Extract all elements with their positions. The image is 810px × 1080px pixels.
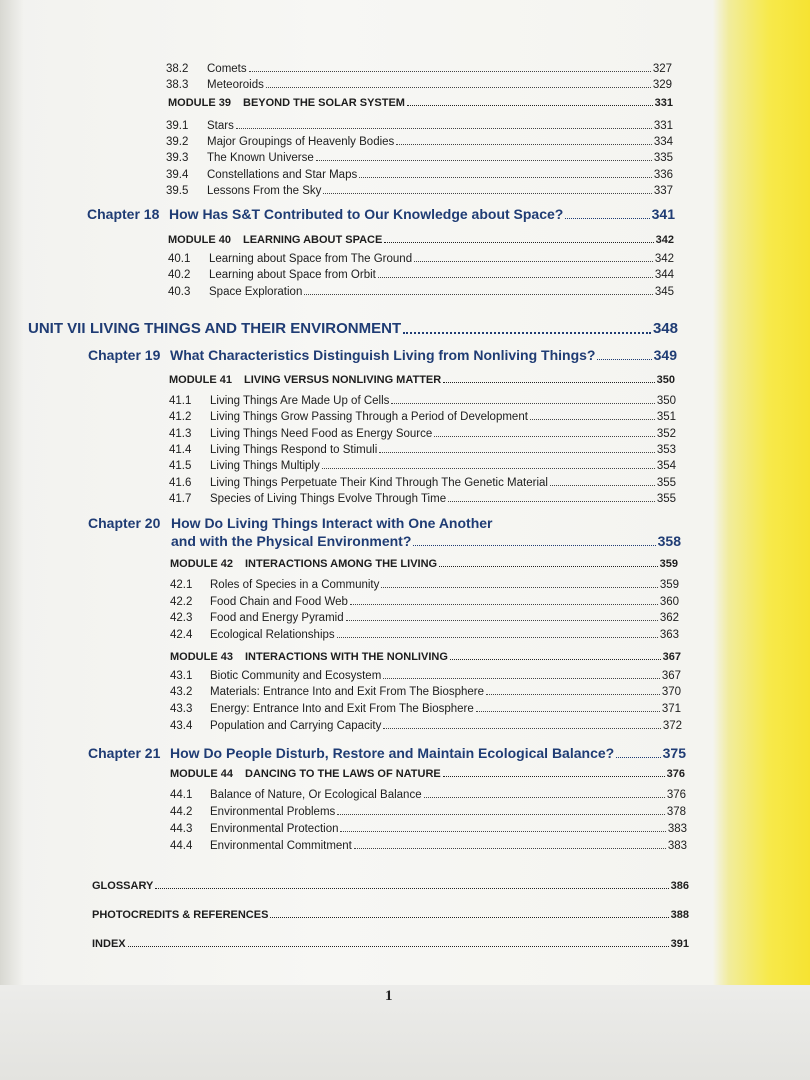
entry-title: Food Chain and Food Web [210,596,348,608]
toc-chapter-21[interactable] [88,745,686,761]
chapter-title-line-2: and with the Physical Environment? [171,533,412,549]
entry-number: 41.7 [169,493,192,505]
entry-number: 40.2 [168,269,191,281]
entry-number: 41.5 [169,460,192,472]
entry-title: Roles of Species in a Community [210,579,380,591]
dot-leader [443,776,665,777]
unit-title: LIVING THINGS AND THEIR ENVIRONMENT [90,320,402,337]
dot-leader [337,637,658,638]
entry-number: 42.1 [170,579,193,591]
entry-number: 44.4 [170,840,193,852]
toc-entry-38-3[interactable] [166,79,672,91]
entry-title: Living Things Are Made Up of Cells [210,395,390,407]
toc-module-39[interactable] [168,97,673,109]
module-title: INTERACTIONS WITH THE NONLIVING [245,651,448,663]
chapter-page: 341 [651,206,675,222]
entry-number: 41.1 [169,395,192,407]
entry-number: 41.6 [169,477,192,489]
toc-entry-43-1[interactable] [170,670,681,682]
dot-leader [384,242,653,243]
entry-title: Environmental Commitment [210,840,352,852]
entry-number: 43.3 [170,703,193,715]
module-title: LIVING VERSUS NONLIVING MATTER [244,374,442,386]
entry-number: 39.5 [166,185,189,197]
entry-number: 41.3 [169,428,192,440]
chapter-title: How Has S&T Contributed to Our Knowledge about Space? [169,206,564,222]
toc-entry-43-4[interactable] [170,720,682,732]
module-number: MODULE 44 [170,768,233,780]
entry-page: 355 [656,477,676,489]
chapter-page: 375 [662,745,686,761]
dot-leader [413,545,655,546]
toc-entry-38-2[interactable] [166,63,672,75]
entry-title: Energy: Entrance Into and Exit From The Biosphere [210,703,474,715]
dot-leader [350,604,658,605]
dot-leader [379,452,655,453]
module-number: MODULE 40 [168,234,231,246]
toc-chapter-18[interactable] [87,206,675,222]
module-page: 359 [659,558,678,570]
entry-number: 40.1 [168,253,191,265]
entry-title: Space Exploration [209,286,303,298]
entry-page: 362 [659,612,679,624]
toc-entry-44-3[interactable] [170,823,687,835]
toc-chapter-19[interactable] [88,347,677,363]
entry-title: Environmental Problems [210,806,336,818]
entry-title: Living Things Respond to Stimuli [210,444,378,456]
entry-page: 342 [654,253,674,265]
module-page: 376 [666,768,685,780]
module-number: MODULE 39 [168,97,231,109]
entry-number: 44.3 [170,823,193,835]
entry-number: 40.3 [168,286,191,298]
entry-page: 354 [656,460,676,472]
dot-leader [407,105,653,106]
entry-title: Constellations and Star Maps [207,169,358,181]
dot-leader [414,261,653,262]
entry-title: Stars [207,120,234,132]
toc-entry-41-3[interactable] [169,428,676,440]
toc-glossary[interactable] [92,880,689,892]
toc-module-44[interactable] [170,768,685,780]
module-page: 342 [655,234,674,246]
entry-page: 344 [654,269,674,281]
module-page: 350 [656,374,675,386]
toc-photocredits[interactable] [92,909,689,921]
dot-leader [340,831,665,832]
entry-title: Living Things Perpetuate Their Kind Through The Genetic Material [210,477,548,489]
toc-chapter-20-line-1[interactable] [88,515,492,531]
entry-title: Meteoroids [207,79,264,91]
entry-title: Learning about Space from Orbit [209,269,376,281]
toc-module-42[interactable] [170,558,678,570]
module-number: MODULE 41 [169,374,232,386]
entry-page: 378 [666,806,686,818]
entry-page: 352 [656,428,676,440]
dot-leader [434,436,655,437]
entry-number: 39.4 [166,169,189,181]
entry-page: 336 [653,169,673,181]
toc-entry-41-6[interactable] [169,477,676,489]
module-number: MODULE 43 [170,651,233,663]
dot-leader [337,814,665,815]
backmatter-page: 391 [670,938,689,950]
toc-entry-41-5[interactable] [169,460,676,472]
entry-number: 39.2 [166,136,189,148]
dot-leader [128,946,669,947]
entry-page: 370 [661,686,681,698]
toc-entry-40-3[interactable] [168,286,674,298]
dot-leader [316,160,652,161]
entry-page: 355 [656,493,676,505]
dot-leader [443,382,654,383]
dot-leader [346,620,658,621]
dot-leader [266,87,651,88]
entry-page: 372 [662,720,682,732]
entry-page: 371 [661,703,681,715]
dot-leader [322,468,655,469]
page-gutter-shadow [0,0,24,1080]
entry-number: 38.2 [166,63,189,75]
backmatter-title: GLOSSARY [92,880,154,892]
toc-entry-43-3[interactable] [170,703,681,715]
entry-page: 353 [656,444,676,456]
entry-page: 334 [653,136,673,148]
toc-module-40[interactable] [168,234,674,246]
dot-leader [304,294,652,295]
entry-page: 367 [661,670,681,682]
entry-number: 42.2 [170,596,193,608]
dot-leader [396,144,652,145]
entry-number: 41.4 [169,444,192,456]
toc-entry-44-2[interactable] [170,806,686,818]
entry-title: Learning about Space from The Ground [209,253,413,265]
unit-number: UNIT VII [28,320,86,337]
dot-leader [550,485,655,486]
entry-title: Major Groupings of Heavenly Bodies [207,136,395,148]
toc-entry-42-3[interactable] [170,612,679,624]
chapter-title: What Characteristics Distinguish Living from Nonliving Things? [170,347,596,363]
chapter-page: 349 [653,347,677,363]
dot-leader [323,193,651,194]
entry-title: Species of Living Things Evolve Through Time [210,493,447,505]
chapter-page: 358 [657,533,681,549]
dot-leader [424,797,665,798]
entry-page: 383 [667,840,687,852]
toc-entry-42-4[interactable] [170,629,679,641]
dot-leader [439,566,658,567]
dot-leader [270,917,668,918]
backmatter-title: PHOTOCREDITS & REFERENCES [92,909,269,921]
dot-leader [155,888,668,889]
entry-number: 44.1 [170,789,193,801]
entry-number: 43.1 [170,670,193,682]
dot-leader [530,419,655,420]
dot-leader [565,218,649,219]
dot-leader [597,359,651,360]
toc-entry-44-1[interactable] [170,789,686,801]
dot-leader [616,757,660,758]
entry-page: 337 [653,185,673,197]
toc-unit-7[interactable] [28,320,678,337]
toc-entry-39-3[interactable] [166,152,673,164]
entry-page: 351 [656,411,676,423]
entry-number: 42.3 [170,612,193,624]
module-page: 367 [662,651,681,663]
dot-leader [383,678,660,679]
toc-entry-41-2[interactable] [169,411,676,423]
entry-number: 44.2 [170,806,193,818]
toc-module-41[interactable] [169,374,675,386]
chapter-number: Chapter 19 [88,347,161,363]
toc-entry-39-1[interactable] [166,120,673,132]
dot-leader [450,659,661,660]
dot-leader [476,711,660,712]
entry-title: Living Things Grow Passing Through a Period of Development [210,411,528,423]
entry-number: 41.2 [169,411,192,423]
chapter-number: Chapter 18 [87,206,160,222]
entry-title: Living Things Multiply [210,460,320,472]
backmatter-title: INDEX [92,938,126,950]
module-page: 331 [654,97,673,109]
module-title: LEARNING ABOUT SPACE [243,234,383,246]
toc-entry-39-4[interactable] [166,169,673,181]
entry-page: 360 [659,596,679,608]
entry-title: Materials: Entrance Into and Exit From The Biosphere [210,686,485,698]
entry-title: Ecological Relationships [210,629,335,641]
module-title: INTERACTIONS AMONG THE LIVING [245,558,438,570]
toc-entry-39-5[interactable] [166,185,673,197]
dot-leader [236,128,652,129]
entry-page: 331 [653,120,673,132]
backmatter-page: 388 [670,909,689,921]
entry-title: Comets [207,63,247,75]
chapter-title: How Do Living Things Interact with One Another [171,515,493,531]
toc-entry-43-2[interactable] [170,686,681,698]
chapter-number: Chapter 21 [88,745,161,761]
unit-page: 348 [652,320,678,337]
entry-title: Biotic Community and Ecosystem [210,670,382,682]
dot-leader [381,587,657,588]
chapter-number: Chapter 20 [88,515,161,531]
entry-page: 363 [659,629,679,641]
entry-title: Food and Energy Pyramid [210,612,344,624]
entry-number: 38.3 [166,79,189,91]
entry-page: 329 [652,79,672,91]
chapter-title: How Do People Disturb, Restore and Maintain Ecological Balance? [170,745,615,761]
entry-title: Balance of Nature, Or Ecological Balance [210,789,422,801]
entry-number: 42.4 [170,629,193,641]
toc-module-43[interactable] [170,651,681,663]
toc-entry-42-2[interactable] [170,596,679,608]
entry-page: 359 [659,579,679,591]
dot-leader [249,71,651,72]
entry-page: 335 [653,152,673,164]
entry-title: Population and Carrying Capacity [210,720,382,732]
toc-entry-42-1[interactable] [170,579,679,591]
entry-title: Living Things Need Food as Energy Source [210,428,433,440]
toc-entry-39-2[interactable] [166,136,673,148]
dot-leader [354,848,666,849]
dot-leader [448,501,655,502]
toc-entry-41-7[interactable] [169,493,676,505]
toc-chapter-20[interactable] [171,533,681,549]
toc-entry-44-4[interactable] [170,840,687,852]
backmatter-page: 386 [670,880,689,892]
entry-title: Environmental Protection [210,823,339,835]
dot-leader [486,694,660,695]
dot-leader [359,177,652,178]
page-bottom-margin [0,985,810,1080]
entry-number: 43.4 [170,720,193,732]
toc-index[interactable] [92,938,689,950]
entry-page: 376 [666,789,686,801]
dot-leader [403,332,651,334]
toc-entry-40-1[interactable] [168,253,674,265]
toc-entry-41-4[interactable] [169,444,676,456]
entry-number: 39.1 [166,120,189,132]
module-title: DANCING TO THE LAWS OF NATURE [245,768,441,780]
toc-entry-40-2[interactable] [168,269,674,281]
entry-number: 39.3 [166,152,189,164]
entry-page: 327 [652,63,672,75]
entry-number: 43.2 [170,686,193,698]
entry-page: 350 [656,395,676,407]
entry-title: Lessons From the Sky [207,185,322,197]
module-title: BEYOND THE SOLAR SYSTEM [243,97,405,109]
dot-leader [391,403,654,404]
dot-leader [378,277,653,278]
entry-title: The Known Universe [207,152,314,164]
page-number: 1 [385,988,393,1004]
toc-entry-41-1[interactable] [169,395,676,407]
entry-page: 383 [667,823,687,835]
entry-page: 345 [654,286,674,298]
dot-leader [383,728,660,729]
module-number: MODULE 42 [170,558,233,570]
